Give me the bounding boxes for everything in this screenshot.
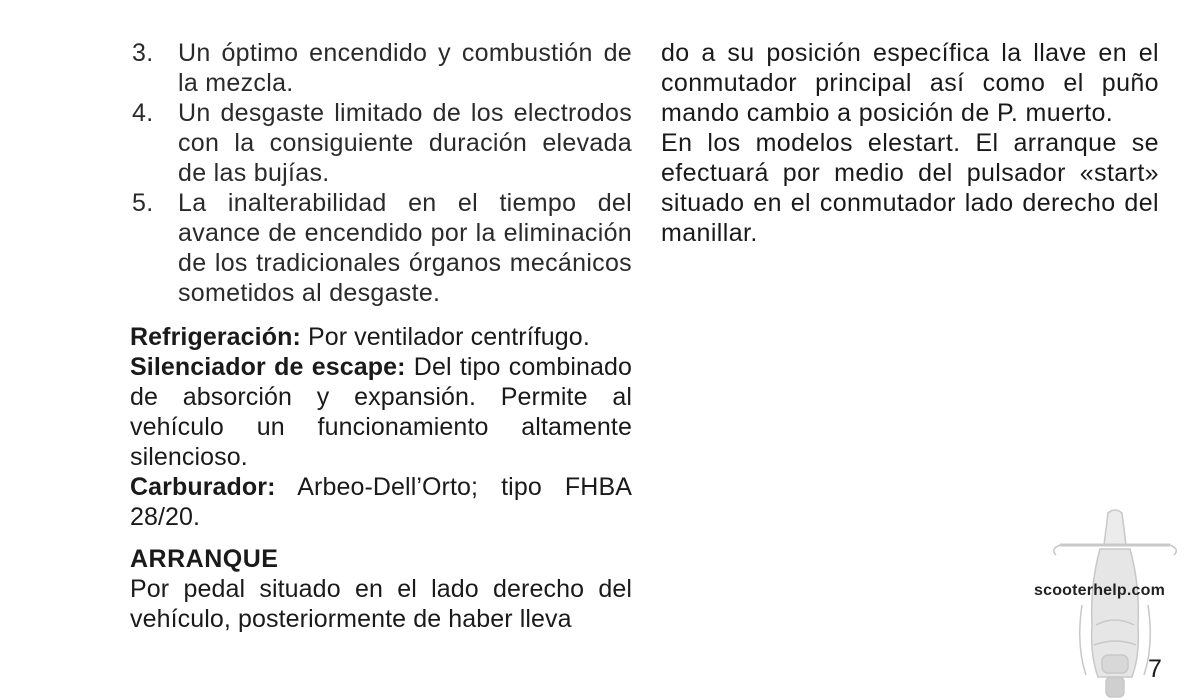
list-item-number: 4. — [132, 99, 154, 127]
list-item-number: 5. — [132, 189, 154, 217]
list-item-text: La inalterabilidad en el tiempo del avance de encendido por la eliminación de los tradicionales órganos mecánicos sometidos al desgaste. — [178, 189, 632, 307]
list-item-text: Un desgaste limitado de los electrodos con la consiguiente duración elevada de las bujías. — [178, 99, 632, 187]
refrigeration-label: Refrigeración: — [130, 323, 301, 351]
list-item — [130, 38, 632, 98]
refrigeration-spec — [130, 322, 632, 352]
carburetor-label: Carburador: — [130, 473, 276, 501]
section-heading-arranque: ARRANQUE — [130, 545, 279, 573]
exhaust-label: Silenciador de escape: — [130, 353, 406, 381]
right-column — [661, 38, 1159, 248]
arranque-text-left: Por pedal situado en el lado derecho del vehículo, posteriormente de haber lleva — [130, 575, 632, 633]
list-item-number: 3. — [132, 39, 154, 67]
refrigeration-text: Por ventilador centrífugo. — [307, 323, 590, 351]
page-number: 7 — [1148, 655, 1162, 683]
list-item — [130, 98, 632, 188]
scooter-icon — [1030, 505, 1200, 700]
left-column — [130, 38, 632, 634]
list-item-text: Un óptimo encendido y combustión de la mezcla. — [178, 39, 632, 97]
elestart-text: En los modelos elestart. El arranque se efectuará por medio del pulsador «start» situado en el conmutador lado derecho del manillar. — [661, 129, 1159, 247]
specifications — [130, 322, 632, 532]
list-item — [130, 188, 632, 308]
carburetor-spec — [130, 472, 632, 532]
exhaust-spec — [130, 352, 632, 472]
arranque-text-continued: do a su posición específica la llave en el conmutador principal así como el puño mando cambio a posición de P. muerto. — [661, 39, 1159, 127]
feature-list — [130, 38, 632, 308]
watermark-text: scooterhelp.com — [1034, 582, 1166, 599]
carburetor-text: Arbeo-Dell’Orto; tipo FHBA 28/20. — [130, 473, 632, 531]
exhaust-text: Del tipo combinado de absorción y expansión. Permite al vehículo un funcionamiento altamente silencioso. — [130, 353, 632, 471]
